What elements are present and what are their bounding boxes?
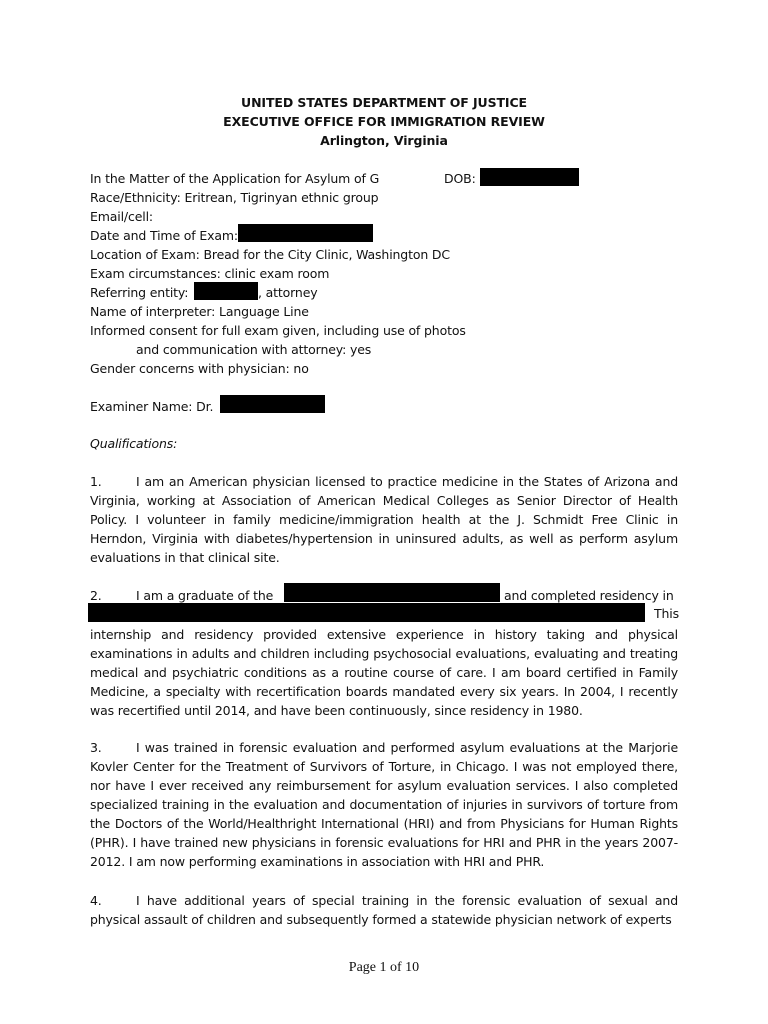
exam-datetime-redaction [238, 224, 373, 242]
paragraph-2-mid: and completed residency in [504, 588, 674, 603]
residency-redaction [88, 603, 645, 622]
examiner-redaction [220, 395, 325, 413]
paragraph-1-number: 1. [90, 474, 102, 489]
paragraph-4 [90, 891, 678, 929]
paragraph-2-rest: internship and residency provided extensive experience in history taking and physical examinations in adults and children including psychosocial evaluations, evaluating and treating medical and psychiatric conditions as a routine course of care. I am board certified in Family Medicine, a specialty with recertification boards mandated every six years. In 2004, I recently was recertified until 2014, and have been continuously, since residency in 1980. [90, 627, 678, 718]
consent-line-2: and communication with attorney: yes [136, 342, 372, 357]
paragraph-1-text: I am an American physician licensed to practice medicine in the States of Arizona and Virginia, working at Association of American Medical Colleges as Senior Director of Health Policy. I volunteer in family medicine/immigration health at the J. Schmidt Free Clinic in Herndon, Virginia with diabetes/hypertension in uninsured adults, as well as perform asylum evaluations in that clinical site. [90, 474, 678, 565]
referring-redaction [194, 282, 258, 300]
school-redaction [284, 583, 500, 602]
circumstances-line: Exam circumstances: clinic exam room [90, 266, 330, 281]
paragraph-1 [90, 472, 678, 567]
paragraph-3 [90, 738, 678, 871]
consent-line-1: Informed consent for full exam given, including use of photos [90, 323, 466, 338]
examiner-line: Examiner Name: Dr. [90, 399, 214, 414]
page-number: Page 1 of 10 [348, 960, 420, 975]
exam-datetime-line: Date and Time of Exam: [90, 228, 238, 243]
paragraph-4-number: 4. [90, 893, 102, 908]
interpreter-line: Name of interpreter: Language Line [90, 304, 309, 319]
header-line-1: UNITED STATES DEPARTMENT OF JUSTICE [241, 95, 527, 110]
paragraph-3-number: 3. [90, 740, 102, 755]
race-line: Race/Ethnicity: Eritrean, Tigrinyan ethnic group [90, 190, 379, 205]
header-line-3: Arlington, Virginia [320, 133, 448, 148]
paragraph-2-number: 2. [90, 588, 102, 603]
gender-line: Gender concerns with physician: no [90, 361, 309, 376]
referring-label: Referring entity: [90, 285, 189, 300]
paragraph-4-text: I have additional years of special training in the forensic evaluation of sexual and physical assault of children and subsequently formed a statewide physician network of experts [90, 893, 678, 927]
paragraph-2-start: I am a graduate of the [136, 588, 274, 603]
matter-line: In the Matter of the Application for Asylum of G [90, 171, 380, 186]
dob-redaction [480, 168, 579, 186]
dob-label: DOB: [444, 171, 476, 186]
paragraph-2-this: This [654, 606, 679, 621]
email-line: Email/cell: [90, 209, 153, 224]
header-line-2: EXECUTIVE OFFICE FOR IMMIGRATION REVIEW [223, 114, 545, 129]
location-line: Location of Exam: Bread for the City Clinic, Washington DC [90, 247, 450, 262]
referring-suffix: , attorney [258, 285, 318, 300]
paragraph-3-text: I was trained in forensic evaluation and performed asylum evaluations at the Marjorie Kovler Center for the Treatment of Survivors of Torture, in Chicago. I was not employed there, nor have I ever received any reimbursement for asylum evaluation services. I also completed specialized training in the evaluation and documentation of injuries in survivors of torture from the Doctors of the World/Healthright International (HRI) and from Physicians for Human Rights (PHR). I have trained new physicians in forensic evaluations for HRI and PHR in the years 2007-2012. I am now performing examinations in association with HRI and PHR. [90, 740, 678, 869]
qualifications-heading: Qualifications: [90, 436, 178, 451]
